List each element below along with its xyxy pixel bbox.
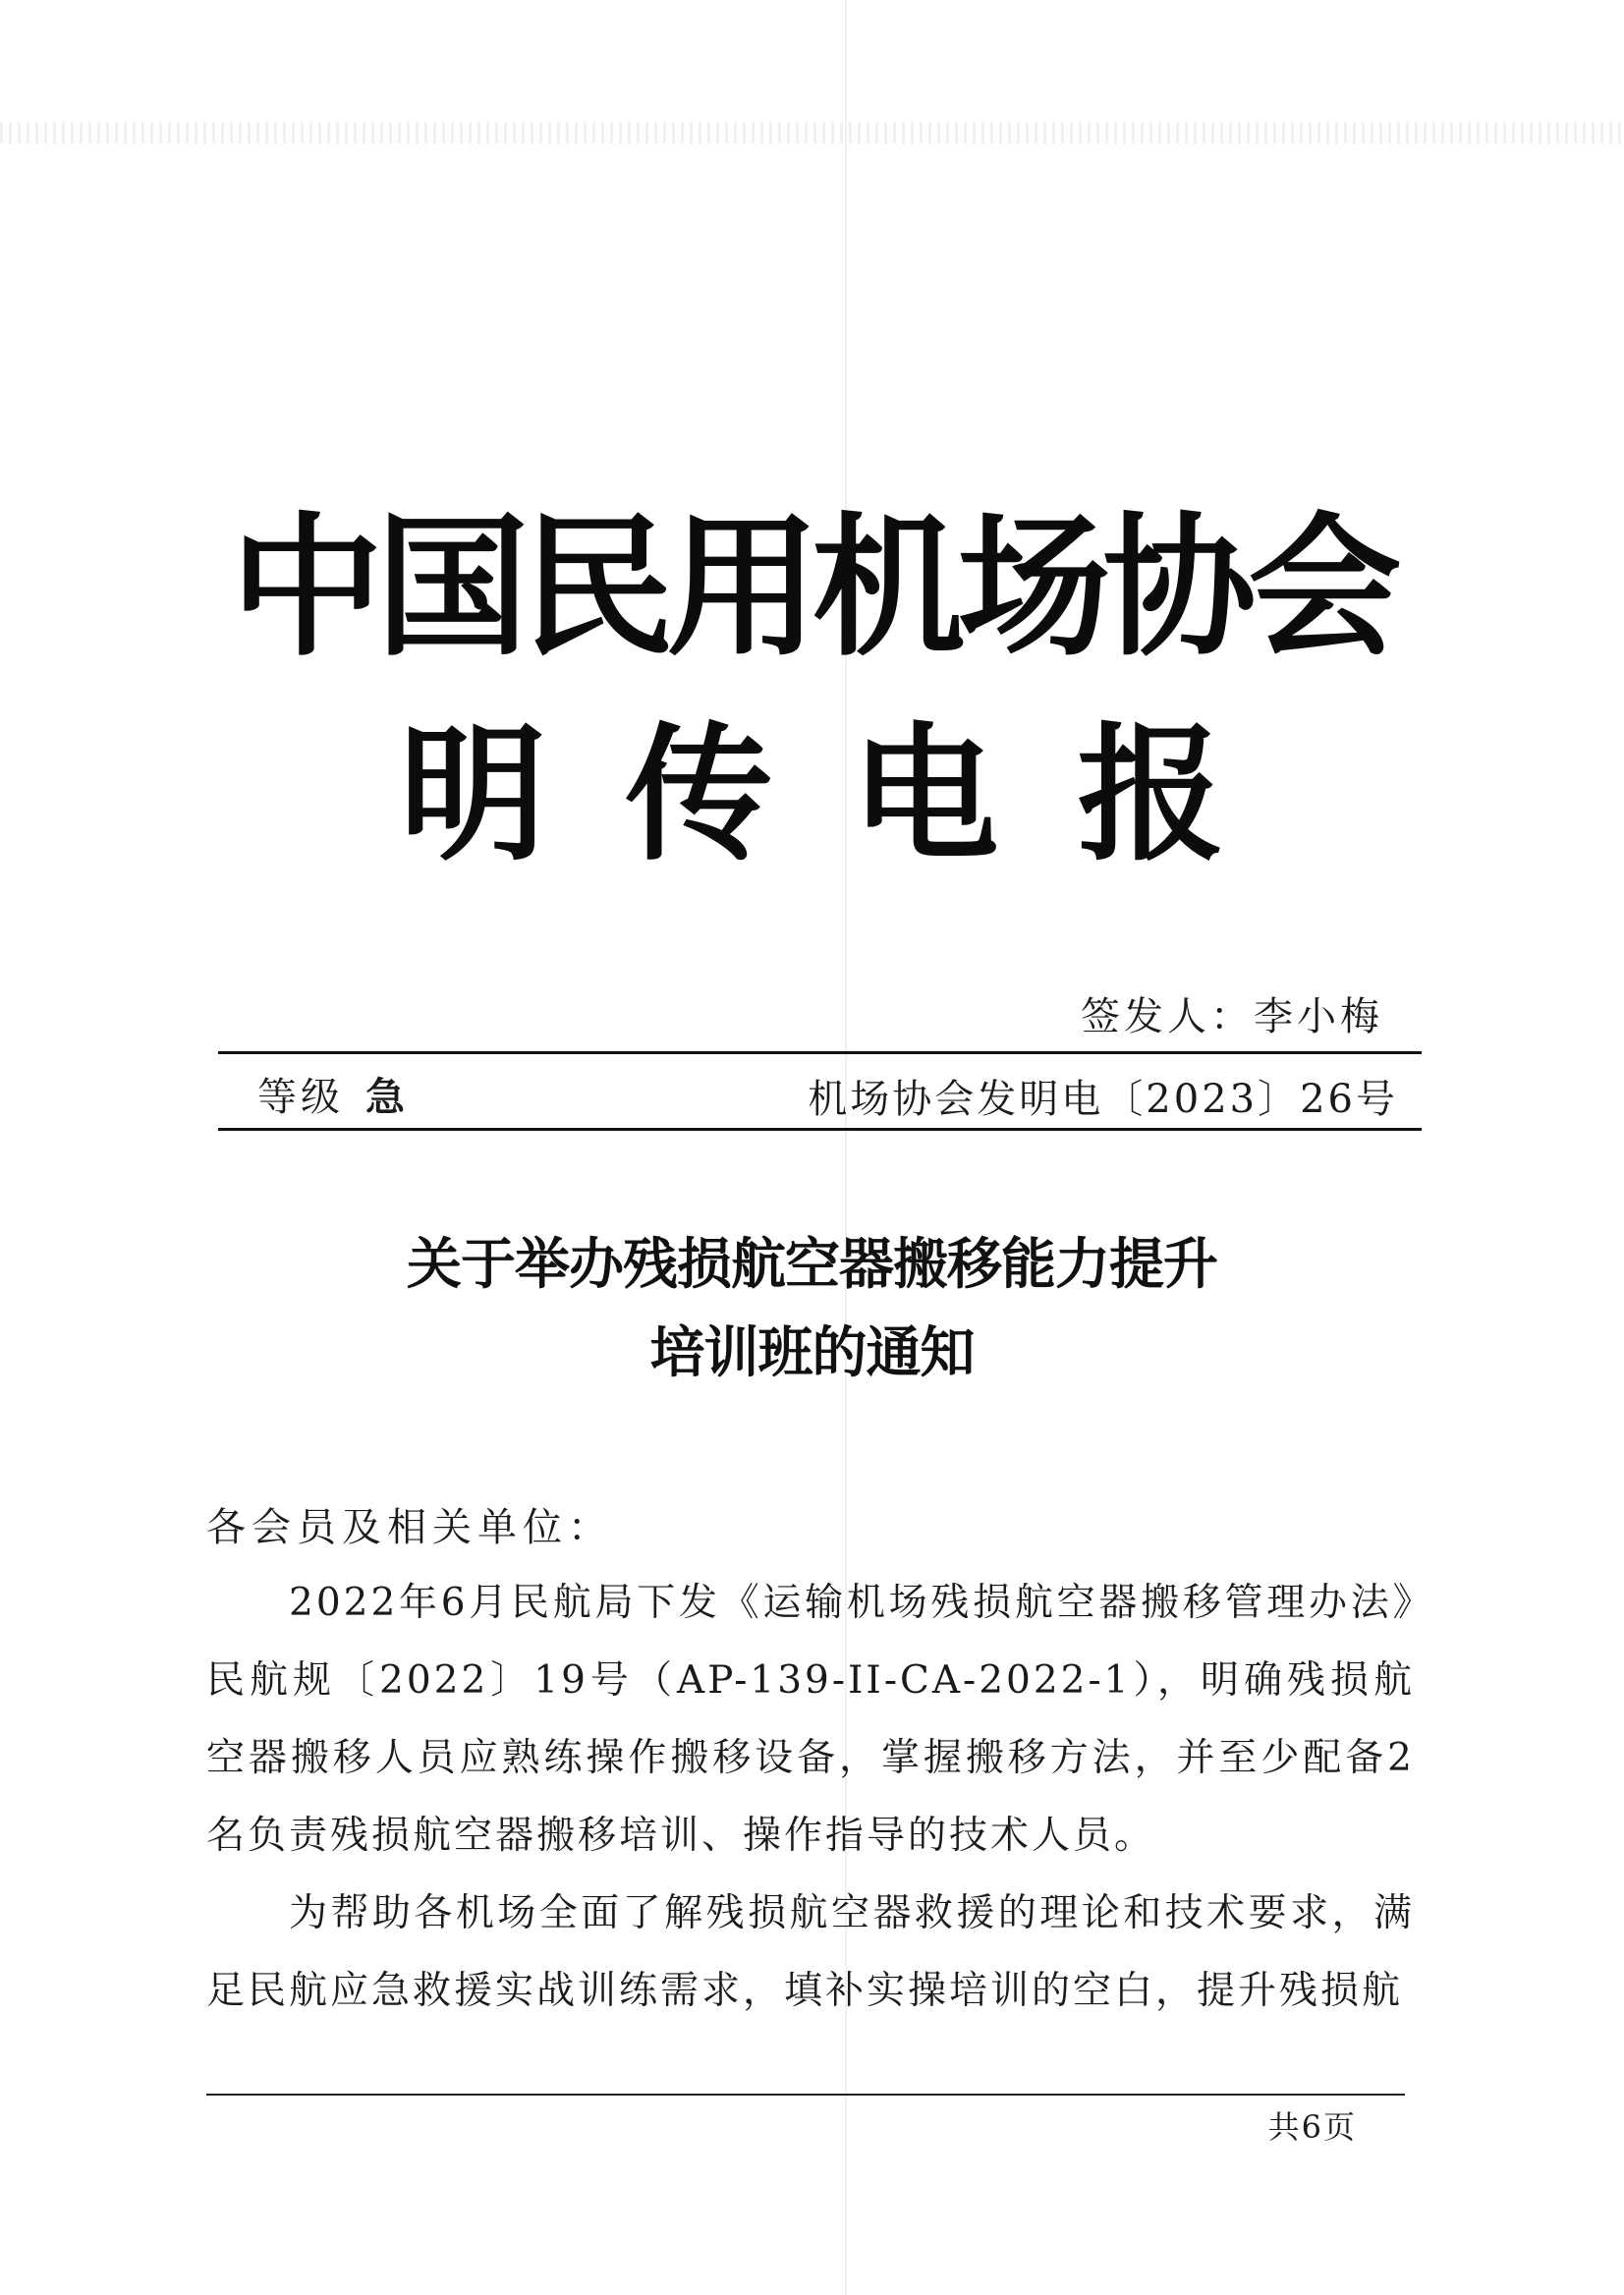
grade-label: 等级 xyxy=(257,1075,344,1120)
grade-row xyxy=(257,1066,409,1122)
organization-title: 中国民用机场协会 xyxy=(230,498,1394,677)
header-rule-bottom xyxy=(218,1128,1422,1131)
notice-title-line-2: 培训班的通知 xyxy=(649,1321,975,1385)
signer-label: 签发人： xyxy=(1081,994,1254,1039)
notice-title-line-1: 关于举办残损航空器搬移能力提升 xyxy=(407,1233,1217,1297)
page-count: 共6页 xyxy=(1267,2108,1357,2146)
salutation: 各会员及相关单位： xyxy=(206,1505,613,1550)
signer-row xyxy=(1081,985,1383,1041)
document-number: 机场协会发明电〔2023〕26号 xyxy=(808,1077,1398,1122)
footer-rule xyxy=(206,2094,1405,2096)
signer-name: 李小梅 xyxy=(1254,994,1383,1039)
header-rule-top xyxy=(218,1051,1422,1054)
scan-artifact xyxy=(0,122,1624,143)
document-type-title: 明传电报 xyxy=(399,710,1304,881)
body-paragraph-1: 2022年6月民航局下发《运输机场残损航空器搬移管理办法》民航规〔2022〕19号（AP-139-II-CA-2022-1），明确残损航空器搬移人员应熟练操作搬移设备，掌握搬移方法，并至少配备2名负责残损航空器搬移培训、操作指导的技术人员。 xyxy=(206,1581,1415,1858)
body-paragraph-2: 为帮助各机场全面了解残损航空器救援的理论和技术要求，满足民航应急救援实战训练需求，填补实操培训的空白，提升残损航 xyxy=(206,1891,1415,2013)
grade-value: 急 xyxy=(365,1075,409,1120)
